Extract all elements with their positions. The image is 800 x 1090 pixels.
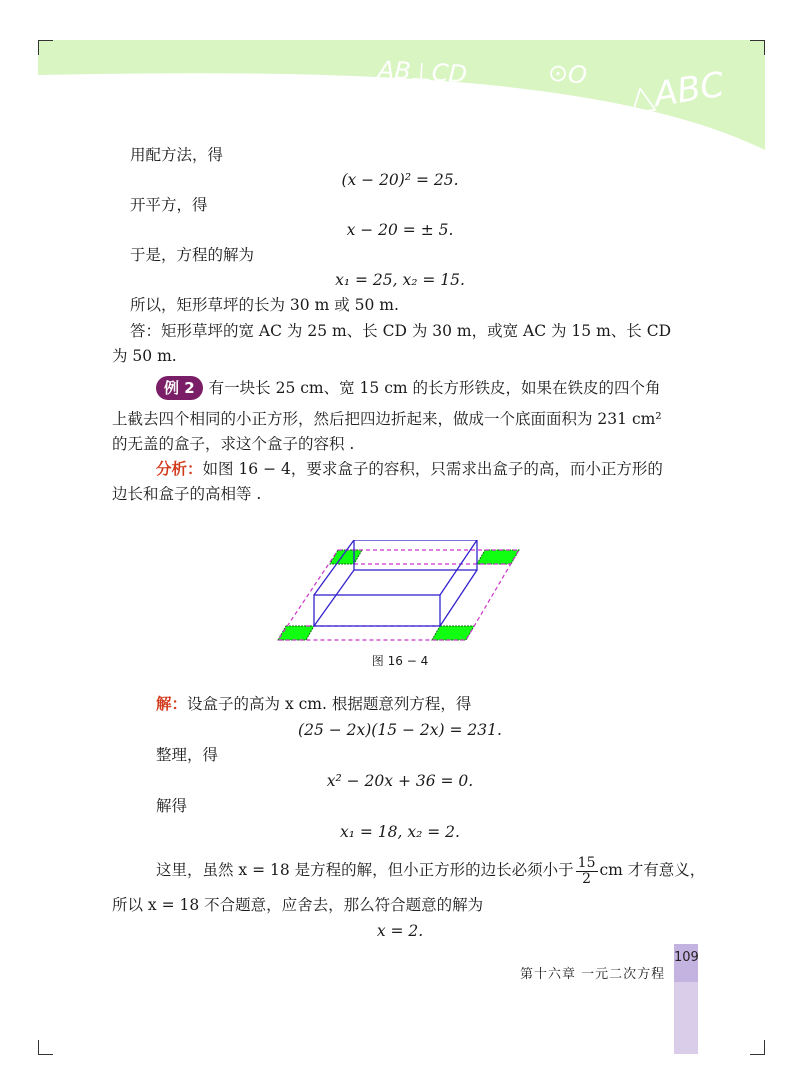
solution-text-reject: 所以 x = 18 不合题意，应舍去，那么符合题意的解为 bbox=[112, 896, 484, 914]
solution-equation-3: x₁ = 18, x₂ = 2. bbox=[340, 823, 460, 841]
analysis-line-1 bbox=[156, 459, 663, 479]
box-back-face bbox=[354, 540, 477, 570]
text-answer: 答：矩形草坪的宽 AC 为 25 m、长 CD 为 30 m，或宽 AC 为 15 m、长 CD bbox=[130, 322, 671, 340]
solution-equation-2: x² − 20x + 36 = 0. bbox=[326, 772, 474, 790]
solution-line-1 bbox=[156, 694, 471, 714]
box-edge-3 bbox=[440, 570, 477, 626]
example-2-text-1: 有一块长 25 cm、宽 15 cm 的长方形铁皮，如果在铁皮的四个角 bbox=[208, 379, 661, 397]
page-number: 109 bbox=[674, 950, 699, 965]
footer-chapter: 第十六章 一元二次方程 bbox=[520, 967, 666, 982]
figure-caption: 图 16 − 4 bbox=[371, 654, 429, 668]
text-solutions-are: 于是，方程的解为 bbox=[130, 246, 255, 264]
header-symbol-circle: ⊙O bbox=[546, 58, 589, 90]
equation-squared: (x − 20)² = 25. bbox=[341, 171, 459, 189]
example-badge: 例 2 bbox=[156, 376, 203, 400]
text-answer-cont: 为 50 m. bbox=[112, 347, 177, 365]
fraction-numerator: 15 bbox=[577, 854, 596, 871]
fraction-denominator: 2 bbox=[582, 870, 592, 887]
fraction-fifteen-halves bbox=[576, 856, 598, 887]
solution-equation-1: (25 − 2x)(15 − 2x) = 231. bbox=[298, 721, 502, 739]
solution-equation-final: x = 2. bbox=[376, 922, 424, 940]
example-2-line-2: 上截去四个相同的小正方形，然后把四边折起来，做成一个底面面积为 231 cm² bbox=[112, 410, 662, 428]
box-edge-1 bbox=[314, 540, 354, 595]
solution-text-constraint-end: cm 才有意义， bbox=[599, 861, 706, 879]
crop-mark-top-left bbox=[38, 40, 53, 55]
crop-mark-top-right bbox=[750, 40, 765, 55]
solution-text-simplify: 整理，得 bbox=[156, 746, 219, 764]
solution-text-1: 设盒子的高为 x cm. 根据题意列方程，得 bbox=[187, 695, 472, 713]
solution-label: 解： bbox=[156, 695, 188, 713]
box-edge-4 bbox=[314, 570, 354, 626]
solution-text-constraint: 这里，虽然 x = 18 是方程的解，但小正方形的边长必须小于 bbox=[156, 861, 574, 879]
example-2-line-3: 的无盖的盒子，求这个盒子的容积 . bbox=[112, 435, 355, 453]
figure-box-diagram bbox=[270, 540, 530, 650]
text-lawn-length: 所以，矩形草坪的长为 30 m 或 50 m. bbox=[130, 296, 399, 314]
text-complete-square: 用配方法，得 bbox=[130, 146, 224, 164]
equation-solutions: x₁ = 25, x₂ = 15. bbox=[335, 271, 465, 289]
equation-root: x − 20 = ± 5. bbox=[346, 221, 454, 239]
solution-text-solve: 解得 bbox=[156, 797, 188, 815]
analysis-line-2: 边长和盒子的高相等 . bbox=[112, 485, 262, 503]
crop-mark-bottom-right bbox=[750, 1040, 765, 1055]
crop-mark-bottom-left bbox=[38, 1040, 53, 1055]
analysis-text-1: 如图 16 − 4，要求盒子的容积，只需求出盒子的高，而小正方形的 bbox=[202, 460, 663, 478]
corner-square-top-right bbox=[477, 550, 519, 564]
header-symbol-triangle: △ABC bbox=[625, 64, 728, 120]
example-2-line-1 bbox=[156, 376, 661, 400]
box-edge-2 bbox=[440, 540, 477, 595]
text-square-root: 开平方，得 bbox=[130, 196, 208, 214]
header-symbol-perpendicular: AB⊥CD bbox=[377, 55, 468, 89]
analysis-label: 分析： bbox=[156, 460, 203, 478]
corner-square-bottom-left bbox=[278, 626, 314, 640]
solution-line-constraint bbox=[156, 855, 705, 887]
